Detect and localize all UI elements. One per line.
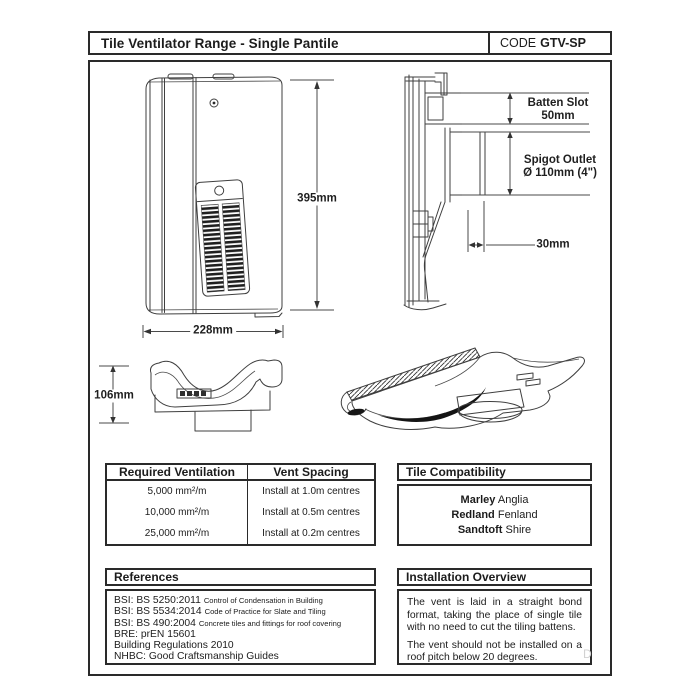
dim-width-228: 228mm — [190, 325, 236, 338]
batten-slot-value: 50mm — [541, 110, 575, 122]
list-item — [114, 595, 367, 606]
list-item — [114, 651, 367, 662]
spigot-value: Ø 110mm (4") — [523, 167, 597, 179]
table-cell: 10,000 mm²/m — [144, 507, 210, 518]
reference-detail: Concrete tiles and fittings for roof covering — [198, 618, 342, 628]
tile-name: Shire — [505, 524, 532, 537]
dim-height-106: 106mm — [91, 390, 137, 403]
reference-main: BRE: prEN 15601 — [114, 628, 196, 640]
batten-slot-title: Batten Slot — [527, 97, 589, 109]
list-item — [114, 640, 367, 651]
reference-main: BSI: BS 5534:2014 — [114, 606, 202, 618]
table-cell: Install at 1.0m centres — [247, 481, 374, 502]
installation-paragraph: The vent should not be installed on a roof pitch below 20 degrees. — [407, 639, 582, 664]
list-item — [399, 493, 590, 508]
spigot-title: Spigot Outlet — [523, 154, 597, 166]
table-cell: Install at 0.2m centres — [247, 523, 374, 544]
code-label: CODE — [500, 36, 537, 50]
vent-col-header-required: Required Ventilation — [107, 465, 247, 481]
reference-main: BSI: BS 5250:2011 — [114, 595, 201, 606]
front-view-drawing — [143, 74, 334, 338]
dim-offset-30: 30mm — [536, 238, 570, 251]
tile-compatibility-list — [397, 484, 592, 546]
code-value: GTV-SP — [540, 36, 586, 50]
dim-height-395: 395mm — [294, 193, 340, 206]
tile-compatibility-title: Tile Compatibility — [397, 463, 592, 481]
list-item — [399, 508, 590, 523]
page-title: Tile Ventilator Range - Single Pantile — [101, 35, 339, 51]
list-item — [114, 618, 367, 629]
table-cell: 5,000 mm²/m — [147, 486, 207, 497]
list-item — [114, 606, 367, 617]
references-list — [105, 589, 376, 665]
list-item — [114, 629, 367, 640]
references-title: References — [105, 568, 376, 586]
installation-paragraph: The vent is laid in a straight bond format, taking the place of single tile with no need to cut the tiling battens. — [407, 597, 582, 634]
installation-overview-text — [397, 589, 592, 665]
reference-detail: Control of Condensation in Building — [203, 596, 323, 605]
brand-name: Redland — [451, 509, 495, 522]
watermark: D — [583, 647, 592, 661]
vent-col-header-spacing: Vent Spacing — [247, 465, 374, 481]
tile-name: Fenland — [497, 509, 538, 522]
table-cell: 25,000 mm²/m — [144, 528, 210, 539]
list-item — [399, 523, 590, 538]
dim-batten-slot — [528, 97, 589, 123]
perspective-view-drawing — [341, 348, 584, 429]
reference-main: BSI: BS 490:2004 — [114, 617, 196, 629]
reference-detail: Code of Practice for Slate and Tiling — [204, 607, 326, 617]
header-bar — [88, 31, 612, 55]
tile-name: Anglia — [497, 494, 529, 506]
ventilation-table — [105, 463, 376, 546]
product-code-box — [488, 33, 610, 53]
dim-spigot-outlet — [523, 154, 597, 180]
installation-overview-title: Installation Overview — [397, 568, 592, 586]
brand-name: Sandtoft — [457, 524, 503, 537]
reference-main: Building Regulations 2010 — [114, 640, 234, 652]
brand-name: Marley — [460, 494, 496, 506]
reference-main: NHBC: Good Craftsmanship Guides — [114, 651, 279, 663]
table-cell: Install at 0.5m centres — [247, 502, 374, 523]
